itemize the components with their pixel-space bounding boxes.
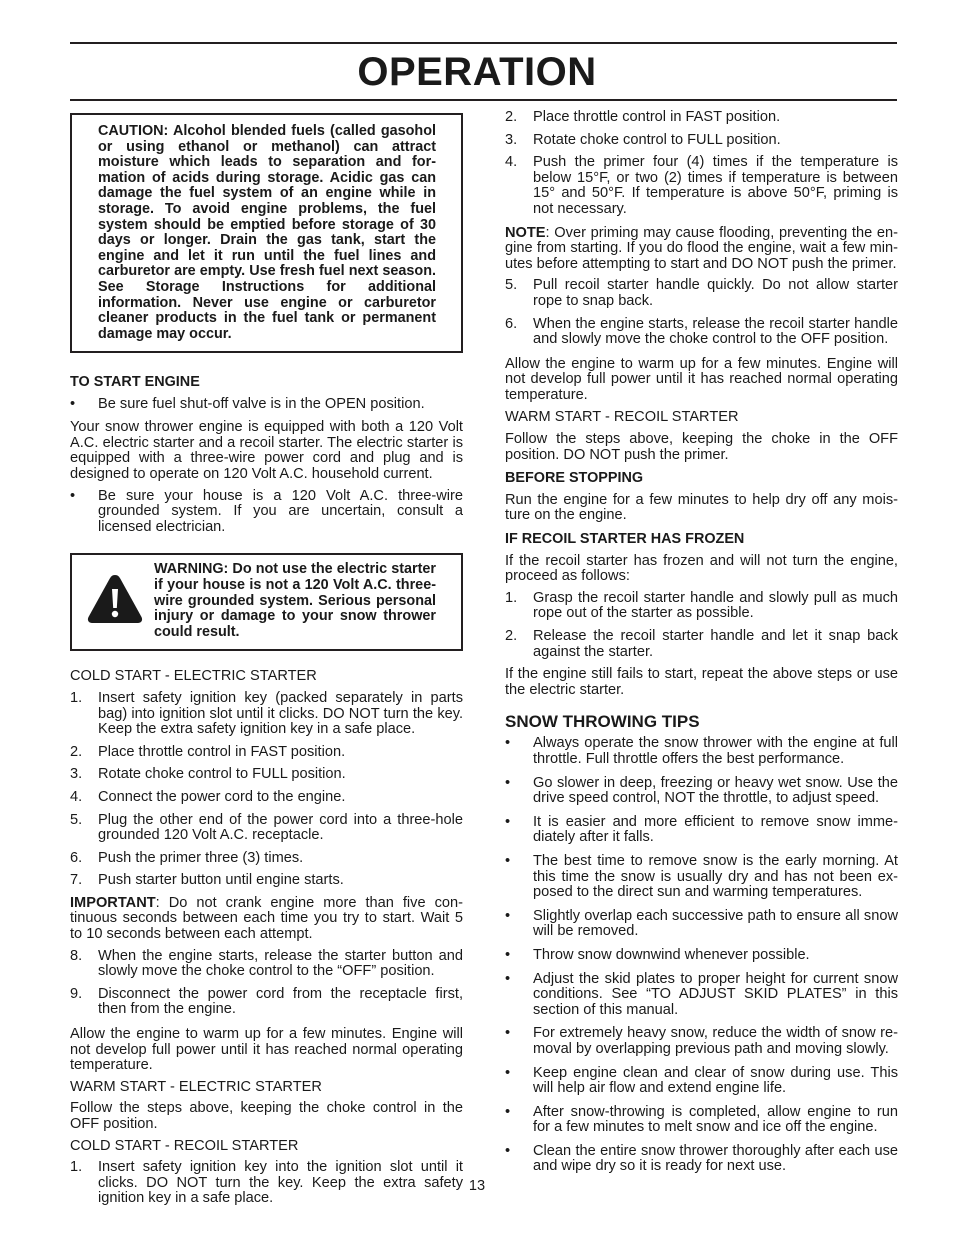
list-item: 6. Push the primer three (3) times.	[70, 849, 304, 866]
list-item: • Be sure your house is a 120 Volt A.C. three-wire grounded system. If you are uncertain, consult a licensed electrician.	[70, 487, 463, 535]
caution-box	[70, 113, 463, 353]
cold-start-electric-steps-cont	[70, 949, 463, 1018]
recoil-frozen-steps	[505, 591, 898, 660]
note-paragraph: NOTE: Over priming may cause flooding, preventing the engine from starting. If you do flood the engine, wait a few minutes before attempting to start and DO NOT push the primer.	[505, 224, 898, 272]
list-item: • Always operate the snow thrower with the engine at full throttle. Full throttle offers the best performance.	[505, 735, 898, 767]
cold-start-electric-steps	[70, 691, 463, 889]
page-number: 13	[468, 1178, 486, 1194]
list-item: 8. When the engine starts, release the starter button and slowly move the choke control to the “OFF” position.	[70, 947, 463, 980]
left-column	[70, 113, 463, 1207]
warm-start-recoil-heading: WARM START - RECOIL STARTER	[505, 408, 739, 425]
list-item: • Adjust the skid plates to proper height for current snow conditions. See “TO ADJUST SKID PLATES” in this section of this manual.	[505, 970, 898, 1018]
warm-up-paragraph: Allow the engine to warm up for a few minutes. Engine will not develop full power until it has reached normal operating temperature.	[70, 1026, 463, 1074]
list-item: • For extremely heavy snow, reduce the width of snow removal by overlapping previous path and moving slowly.	[505, 1025, 898, 1057]
bottom-rule	[70, 99, 897, 101]
list-item: 6. When the engine starts, release the recoil starter handle and slowly move the choke control to the OFF position.	[505, 315, 898, 348]
list-item: • Clean the entire snow thrower thoroughly after each use and wipe dry so it is ready for next use.	[505, 1142, 898, 1175]
important-note: IMPORTANT: Do not crank engine more than five continuous seconds between each time you try to start. Wait 5 to 10 seconds between each attempt.	[70, 894, 463, 943]
list-item: 5. Plug the other end of the power cord into a three-hole grounded 120 Volt A.C. receptacle.	[70, 811, 463, 844]
warm-start-recoil-text: Follow the steps above, keeping the choke in the OFF position. DO NOT push the primer.	[505, 431, 898, 463]
cold-start-electric-heading: COLD START - ELECTRIC STARTER	[70, 668, 317, 685]
page-title: OPERATION	[357, 50, 597, 94]
bullet-list	[70, 397, 463, 413]
recoil-frozen-outro: If the engine still fails to start, repeat the above steps or use the electric starter.	[505, 666, 898, 698]
list-item: • Throw snow downwind whenever possible.	[505, 946, 810, 963]
warning-text: WARNING: Do not use the electric starter if your house is not a 120 Volt A.C. three-wire grounded system. Serious personal injury or damage to your snow thrower could result.	[154, 561, 436, 640]
list-item: 2. Release the recoil starter handle and let it snap back against the starter.	[505, 628, 898, 660]
warm-start-electric-text: Follow the steps above, keeping the choke control in the OFF position.	[70, 1100, 463, 1132]
warning-triangle-icon	[85, 572, 145, 626]
recoil-steps-cont	[505, 278, 898, 347]
list-item: • After snow-throwing is completed, allow engine to run for a few minutes to melt snow and ice off the engine.	[505, 1103, 898, 1136]
list-item: • The best time to remove snow is the early morning. At this time the snow is usually dry and has not been exposed to the direct sun and warming temperatures.	[505, 852, 898, 901]
snow-throwing-tips-heading: SNOW THROWING TIPS	[505, 712, 700, 732]
bullet-list	[70, 489, 463, 536]
warm-up-paragraph: Allow the engine to warm up for a few minutes. Engine will not develop full power until it has reached normal operating temperature.	[505, 355, 898, 403]
list-item: • Be sure fuel shut-off valve is in the OPEN position.	[70, 395, 425, 412]
warm-start-electric-heading: WARM START - ELECTRIC STARTER	[70, 1078, 322, 1095]
list-item: • Go slower in deep, freezing or heavy wet snow. Use the drive speed control, NOT the throttle, to adjust speed.	[505, 774, 898, 807]
list-item: 9. Disconnect the power cord from the receptacle first, then from the engine.	[70, 985, 463, 1018]
list-item: 1. Insert safety ignition key (packed separately in parts bag) into ignition slot until it clicks. DO NOT turn the key. Keep the extra safety ignition key in a safe place.	[70, 689, 463, 738]
recoil-frozen-heading: IF RECOIL STARTER HAS FROZEN	[505, 531, 745, 548]
list-item: 4. Connect the power cord to the engine.	[70, 788, 346, 805]
cold-start-recoil-heading: COLD START - RECOIL STARTER	[70, 1137, 299, 1154]
to-start-engine-heading: TO START ENGINE	[70, 374, 200, 390]
before-stopping-text: Run the engine for a few minutes to help dry off any moisture on the engine.	[505, 491, 898, 524]
starter-paragraph: Your snow thrower engine is equipped with both a 120 Volt A.C. electric starter and a recoil starter. The electric starter is equipped with a three-wire power cord and plug and is designed to operate on 120 Volt A.C. household current.	[70, 419, 463, 482]
list-item: 5. Pull recoil starter handle quickly. Do not allow starter rope to snap back.	[505, 277, 898, 309]
right-column	[505, 110, 898, 1175]
before-stopping-heading: BEFORE STOPPING	[505, 470, 644, 487]
list-item: 2. Place throttle control in FAST position.	[505, 109, 781, 125]
list-item: 7. Push starter button until engine starts.	[70, 872, 344, 889]
list-item: 3. Rotate choke control to FULL position.	[505, 131, 781, 148]
list-item: 1. Insert safety ignition key into the ignition slot until it clicks. DO NOT turn the key. Keep the extra safety ignition key in a safe place.	[70, 1159, 463, 1207]
warning-box	[70, 553, 463, 651]
list-item: • Slightly overlap each successive path to ensure all snow will be removed.	[505, 907, 898, 940]
caution-text: CAUTION: Alcohol blended fuels (called gasohol or using ethanol or methanol) can attract moisture which leads to separation and formation of acids during storage. Acidic gas can damage the fuel system of an engine while in storage. To avoid engine problems, the fuel system should be emptied before storage of 30 days or longer. Drain the gas tank, start the engine and let it run until the fuel lines and carburetor are empty. Use fresh fuel next season. See Storage Instructions for additional information. Never use engine or carburetor cleaner products in the fuel tank or permanent damage may occur.	[98, 123, 436, 342]
snow-throwing-tips-list	[505, 736, 898, 1175]
list-item: 1. Grasp the recoil starter handle and slowly pull as much rope out of the starter as possible.	[505, 589, 898, 622]
list-item: • Keep engine clean and clear of snow during use. This will help air flow and extend engine life.	[505, 1064, 898, 1097]
top-rule	[70, 42, 897, 44]
list-item: 3. Rotate choke control to FULL position.	[70, 766, 346, 783]
list-item: 2. Place throttle control in FAST position.	[70, 743, 346, 760]
recoil-steps	[505, 110, 898, 218]
list-item: 4. Push the primer four (4) times if the temperature is below 15°F, or two (2) times if temperature is between 15° and 50°F. If temperature is above 50°F, priming is not necessary.	[505, 154, 898, 217]
recoil-frozen-intro: If the recoil starter has frozen and will not turn the engine, proceed as follows:	[505, 552, 898, 585]
list-item: • It is easier and more efficient to remove snow immediately after it falls.	[505, 813, 898, 846]
